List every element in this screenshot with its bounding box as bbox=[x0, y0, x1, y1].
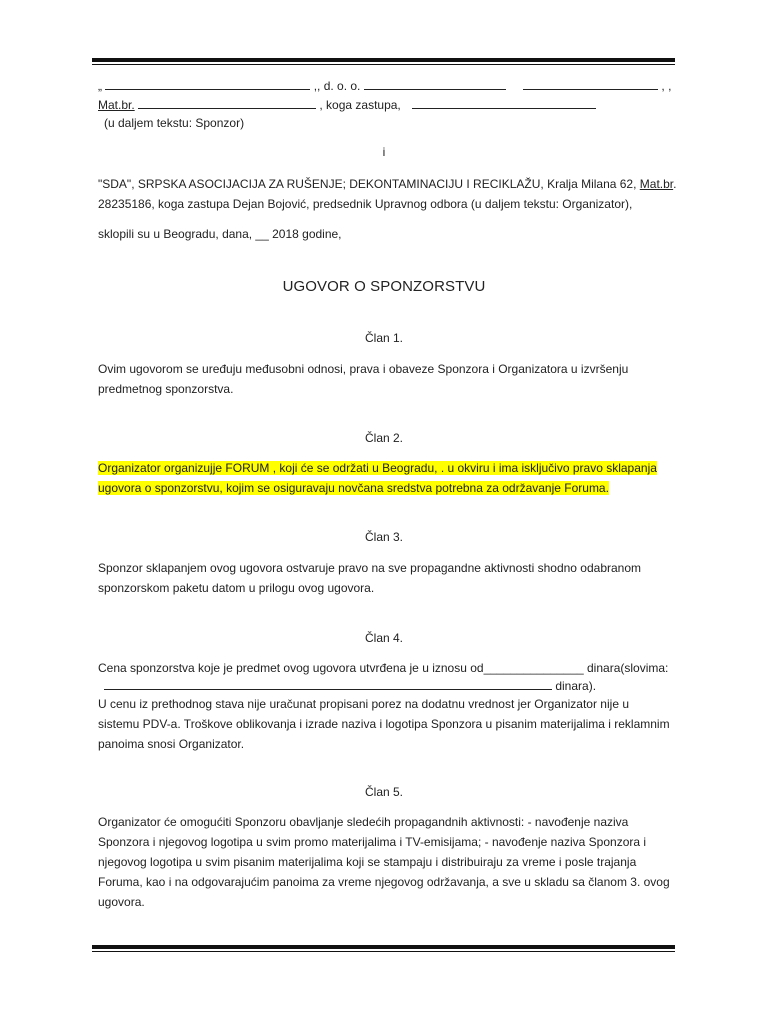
sponsor-note: (u daljem tekstu: Sponzor) bbox=[104, 116, 245, 130]
sponsor-address-blank bbox=[364, 78, 506, 90]
sponsor-name-blank bbox=[105, 78, 310, 90]
article-2-text bbox=[98, 458, 673, 498]
represented-by-label: , koga zastupa, bbox=[319, 98, 401, 112]
sponsor-name-line bbox=[98, 78, 671, 94]
organizer-block bbox=[98, 174, 677, 214]
company-suffix: ,, d. o. o. bbox=[313, 79, 361, 93]
article-3-text: Sponzor sklapanjem ovog ugovora ostvaruje pravo na sve propagandne aktivnosti shodno odabranom sponzorskom paketu datom u prilogu ovog ugovora. bbox=[98, 561, 642, 595]
article-5-text: Organizator će omogućiti Sponzoru obavljanje sledećih propagandnih aktivnosti: - navođenje naziva Sponzora i njegovog logotipa u svim promo materijalima i TV-emisijama; - navođenje naziva Sponzora i njegovog logotipa u svim pisanim materijalima koji se stampaju i distribuiraju za vreme i posle trajanja Foruma, kao i na odgovarajućim panoima za vreme njegovog održavanja, a sve u skladu sa članom 3. ovog ugovora. bbox=[98, 815, 670, 909]
bottom-border bbox=[92, 945, 675, 952]
article-1-heading: Član 1. bbox=[364, 331, 404, 345]
document-title: UGOVOR O SPONZORSTVU bbox=[282, 278, 486, 295]
article-1-text: Ovim ugovorom se uređuju međusobni odnosi, prava i obaveze Sponzora i Organizatora u izvršenju predmetnog sponzorstva. bbox=[98, 362, 629, 396]
quote-mark: „ bbox=[98, 79, 102, 93]
conjunction: i bbox=[382, 145, 386, 159]
article-4-price-line: Cena sponzorstva koje je predmet ovog ugovora utvrđena je u iznosu od_______________ dinara(slovima: bbox=[98, 661, 669, 675]
article-4-words-line bbox=[104, 678, 596, 694]
organizer-line2: 28235186, koga zastupa Dejan Bojović, predsednik Upravnog odbora (u daljem tekstu: Organizator), bbox=[98, 197, 633, 211]
dinara-label: dinara). bbox=[555, 679, 597, 693]
concluded-line: sklopili su u Beogradu, dana, __ 2018 godine, bbox=[98, 227, 342, 241]
article-4-heading: Član 4. bbox=[364, 631, 404, 645]
line-end-punct: , , bbox=[661, 79, 672, 93]
article-5-heading: Član 5. bbox=[364, 785, 404, 799]
top-border bbox=[92, 58, 675, 65]
article-3-heading: Član 3. bbox=[364, 530, 404, 544]
sponsor-city-blank bbox=[523, 78, 658, 90]
amount-in-words-blank bbox=[104, 678, 552, 690]
article-2-heading: Član 2. bbox=[364, 431, 404, 445]
mat-br-label: Mat.br. bbox=[98, 98, 135, 112]
mat-br-blank bbox=[138, 97, 316, 109]
article-4-text: U cenu iz prethodnog stava nije uračunat propisani porez na dodatnu vrednost jer Organizator nije u sistemu PDV-a. Troškove oblikovanja i izrade naziva i logotipa Sponzora u pisanim materijalima i reklamnim panoima snosi Organizator. bbox=[98, 697, 670, 751]
organizer-line1: "SDA", SRPSKA ASOCIJACIJA ZA RUŠENJE; DEKONTAMINACIJU I RECIKLAŽU, Kralja Milana 62, bbox=[98, 177, 640, 191]
representative-blank bbox=[412, 97, 596, 109]
highlighted-text: Organizator organizujje FORUM , koji će se održati u Beogradu, . u okviru i ima isključivo pravo sklapanja ugovora o sponzorstvu, kojim se osiguravaju novčana sredstva potrebna za održavanje Foruma. bbox=[98, 461, 657, 495]
sponsor-id-line bbox=[98, 97, 596, 113]
organizer-dot: . bbox=[673, 177, 677, 191]
organizer-mat-br: Mat.br bbox=[639, 177, 674, 191]
